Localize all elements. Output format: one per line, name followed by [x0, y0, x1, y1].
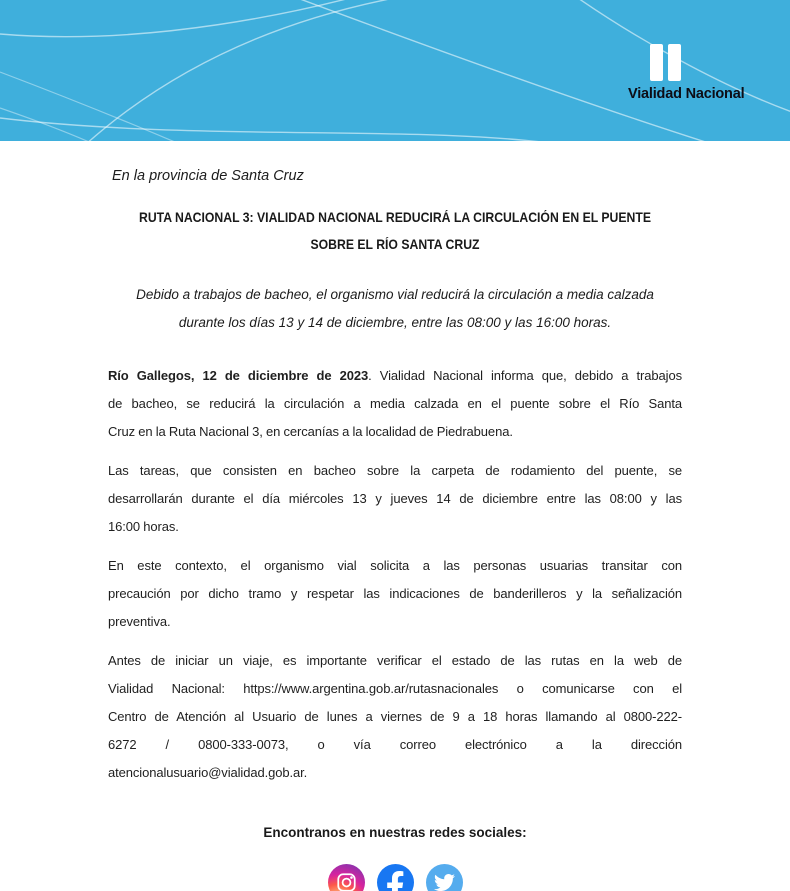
title-line-2: SOBRE EL RÍO SANTA CRUZ	[310, 237, 480, 252]
logo-bars-icon	[650, 44, 760, 81]
paragraph	[108, 647, 682, 787]
social-icons-row	[108, 864, 682, 891]
paragraph-line: de bacheo, se reducirá la circulación a media calzada en el puente sobre el Río Santa	[108, 396, 682, 411]
paragraph-line: 16:00 horas.	[108, 519, 179, 534]
document-body	[0, 168, 790, 891]
instagram-icon[interactable]	[328, 864, 365, 891]
location-line: En la provincia de Santa Cruz	[112, 168, 304, 184]
paragraph-line: Vialidad Nacional: https://www.argentina.gob.ar/rutasnacionales o comunicarse con el	[108, 681, 682, 696]
paragraph	[108, 457, 682, 541]
lead-summary	[108, 281, 682, 337]
page-title	[108, 204, 682, 258]
paragraph-line: Cruz en la Ruta Nacional 3, en cercanías a la localidad de Piedrabuena.	[108, 424, 513, 439]
paragraphs	[108, 362, 682, 787]
paragraph-line: Las tareas, que consisten en bacheo sobre la carpeta de rodamiento del puente, se	[108, 463, 682, 478]
paragraph-line: desarrollarán durante el día miércoles 13 y jueves 14 de diciembre entre las 08:00 y las	[108, 491, 682, 506]
paragraph-line: atencionalusuario@vialidad.gob.ar.	[108, 765, 308, 780]
paragraph	[108, 362, 682, 446]
logo-text: Vialidad Nacional	[628, 86, 745, 102]
paragraph-line: Antes de iniciar un viaje, es importante verificar el estado de las rutas en la web de	[108, 653, 682, 668]
lead-line-2: durante los días 13 y 14 de diciembre, entre las 08:00 y las 16:00 horas.	[178, 315, 612, 330]
social-heading: Encontranos en nuestras redes sociales:	[263, 825, 527, 840]
paragraph	[108, 552, 682, 636]
paragraph-line: precaución por dicho tramo y respetar las indicaciones de banderilleros y la señalización	[108, 586, 682, 601]
facebook-icon[interactable]	[377, 864, 414, 891]
paragraph-line: preventiva.	[108, 614, 171, 629]
twitter-icon[interactable]	[426, 864, 463, 891]
header-banner	[0, 0, 790, 141]
vialidad-nacional-logo	[628, 44, 760, 102]
title-line-1: RUTA NACIONAL 3: VIALIDAD NACIONAL REDUCIRÁ LA CIRCULACIÓN EN EL PUENTE	[138, 210, 652, 225]
lead-line-1: Debido a trabajos de bacheo, el organismo vial reducirá la circulación a media calzada	[136, 287, 654, 302]
logo-bar-left	[650, 44, 663, 81]
paragraph-line: Río Gallegos, 12 de diciembre de 2023. Vialidad Nacional informa que, debido a trabajos	[108, 368, 682, 383]
paragraph-line: En este contexto, el organismo vial solicita a las personas usuarias transitar con	[108, 558, 682, 573]
paragraph-line: Centro de Atención al Usuario de lunes a viernes de 9 a 18 horas llamando al 0800-222-	[108, 709, 682, 724]
paragraph-line: 6272 / 0800-333-0073, o vía correo electrónico a la dirección	[108, 737, 682, 752]
logo-bar-right	[668, 44, 681, 81]
